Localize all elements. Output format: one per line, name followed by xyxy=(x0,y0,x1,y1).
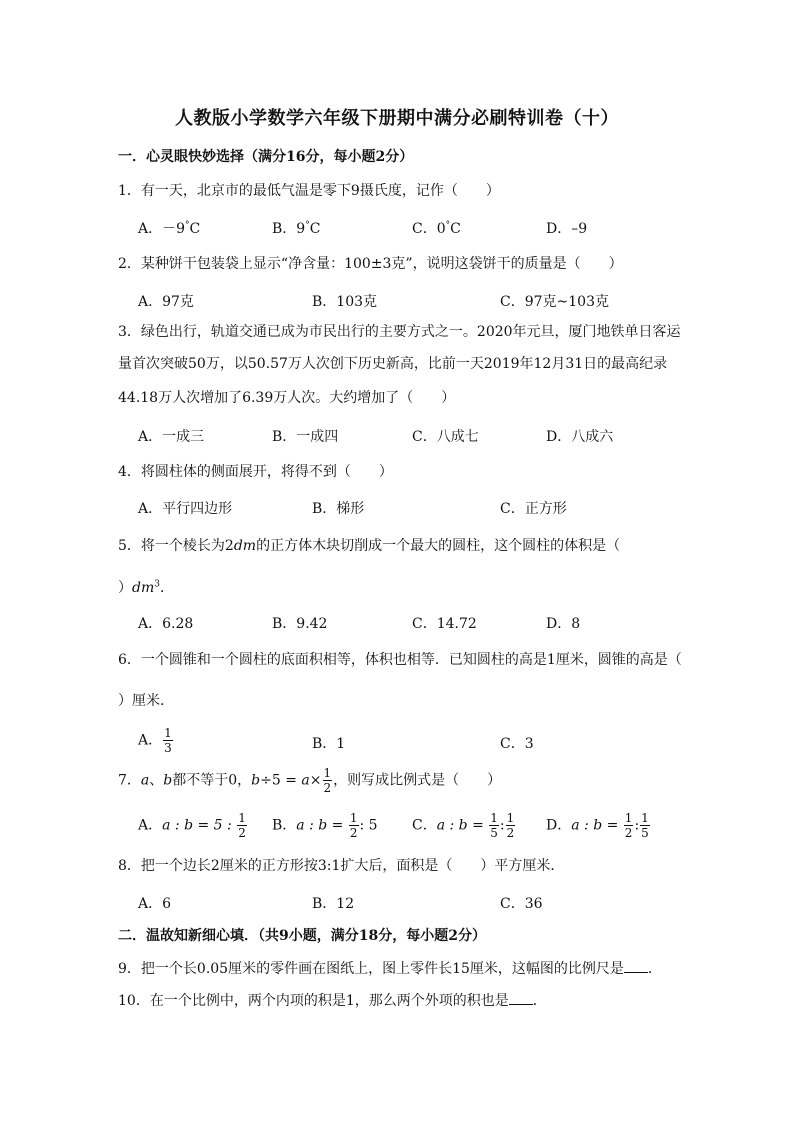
option-c: C．97克~103克 xyxy=(500,294,609,310)
option-a: A．a : b = 5 : $\frac{1}{2}$ xyxy=(138,811,246,840)
option-a: A．平行四边形 xyxy=(138,501,233,517)
question-2: 2．某种饼干包装袋上显示“净含量：100±3克”，说明这袋饼干的质量是（ ） xyxy=(118,256,623,272)
question-3-line-2: 量首次突破50万，以50.57万人次创下历史新高，比前一天2019年12月31日的最高纪录 xyxy=(118,356,668,372)
fraction: $\frac{1}{3}$ xyxy=(164,726,172,755)
question-2-options xyxy=(138,291,678,311)
option-c: C．正方形 xyxy=(500,501,567,517)
question-7: 7．a、b都不等于0，b÷5 = a× $\frac{1}{2}$ ，则写成比例式是（ ） xyxy=(118,766,502,795)
option-b: B．9.42 xyxy=(272,616,328,632)
option-b: B．1 xyxy=(312,736,346,752)
section-2-heading: 二．温故知新细心填．（共9小题，满分18分，每小题2分） xyxy=(118,928,486,944)
fraction: $\frac{1}{2}$ xyxy=(624,811,633,840)
question-4-options xyxy=(138,498,678,518)
option-c: C．0°C xyxy=(412,220,461,237)
option-a: A．一成三 xyxy=(138,429,205,445)
question-8-options xyxy=(138,893,678,913)
fraction: $\frac{1}{5}$ xyxy=(490,811,498,840)
fraction: $\frac{1}{2}$ xyxy=(323,766,332,795)
option-b: B．梯形 xyxy=(312,501,365,517)
option-a: A．6.28 xyxy=(138,616,194,632)
question-7-options xyxy=(138,812,678,842)
fraction: $\frac{1}{2}$ xyxy=(238,811,246,840)
question-5-options xyxy=(138,613,678,633)
option-b: B．12 xyxy=(312,896,355,912)
question-9: 9．把一个长0.05厘米的零件画在图纸上，图上零件长15厘米，这幅图的比例尺是 ． xyxy=(118,961,662,977)
option-d: D．8 xyxy=(546,616,581,632)
option-a: A． $\frac{1}{3}$ xyxy=(138,726,172,755)
question-3-line-1: 3．绿色出行，轨道交通已成为市民出行的主要方式之一。2020年元旦，厦门地铁单日客运 xyxy=(118,324,681,340)
option-c: C．36 xyxy=(500,896,543,912)
option-c: C．3 xyxy=(500,736,534,752)
page-title: 人教版小学数学六年级下册期中满分必刷特训卷（十） xyxy=(175,108,619,129)
fraction: $\frac{1}{5}$ xyxy=(641,811,649,840)
option-b: B．103克 xyxy=(312,294,378,310)
option-b: B．一成四 xyxy=(272,429,339,445)
question-6-options xyxy=(138,727,678,757)
option-d: D．–9 xyxy=(546,221,588,237)
option-d: D．八成六 xyxy=(546,429,614,445)
fraction: $\frac{1}{2}$ xyxy=(349,811,358,840)
question-6-line-2: ）厘米． xyxy=(118,693,174,709)
question-5-line-1: 5．将一个棱长为2dm的正方体木块切削成一个最大的圆柱，这个圆柱的体积是（ xyxy=(118,538,621,554)
option-c: C．a : b = $\frac{1}{5}$ : $\frac{1}{2}$ xyxy=(412,811,515,840)
question-1: 1．有一天，北京市的最低气温是零下9摄氏度，记作（ ） xyxy=(118,183,500,199)
question-8: 8．把一个边长2厘米的正方形按3:1扩大后，面积是（ ）平方厘米． xyxy=(118,858,565,874)
fraction: $\frac{1}{2}$ xyxy=(506,811,515,840)
option-a: A．－9°C xyxy=(138,220,201,237)
option-c: C．八成七 xyxy=(412,429,479,445)
section-1-heading: 一．心灵眼快妙选择（满分16分，每小题2分） xyxy=(118,149,414,165)
option-b: B．a : b = $\frac{1}{2}$ : 5 xyxy=(272,811,378,840)
question-3-options xyxy=(138,426,678,446)
option-b: B．9°C xyxy=(272,220,321,237)
option-c: C．14.72 xyxy=(412,616,477,632)
question-3-line-3: 44.18万人次增加了6.39万人次。大约增加了（ ） xyxy=(118,390,456,406)
question-4: 4．将圆柱体的侧面展开，将得不到（ ） xyxy=(118,464,393,480)
answer-blank[interactable] xyxy=(624,960,648,973)
question-5-line-2: ）$dm^3$． xyxy=(118,579,174,596)
option-d: D．a : b = $\frac{1}{2}$ : $\frac{1}{5}$ xyxy=(546,811,649,840)
question-10: 10．在一个比例中，两个内项的积是1，那么两个外项的积也是 ． xyxy=(118,993,547,1009)
question-6-line-1: 6．一个圆锥和一个圆柱的底面积相等，体积也相等．已知圆柱的高是1厘米，圆锥的高是（ xyxy=(118,652,682,668)
answer-blank[interactable] xyxy=(509,992,533,1005)
question-1-options xyxy=(138,218,678,238)
option-a: A．97克 xyxy=(138,294,194,310)
option-a: A．6 xyxy=(138,896,172,912)
